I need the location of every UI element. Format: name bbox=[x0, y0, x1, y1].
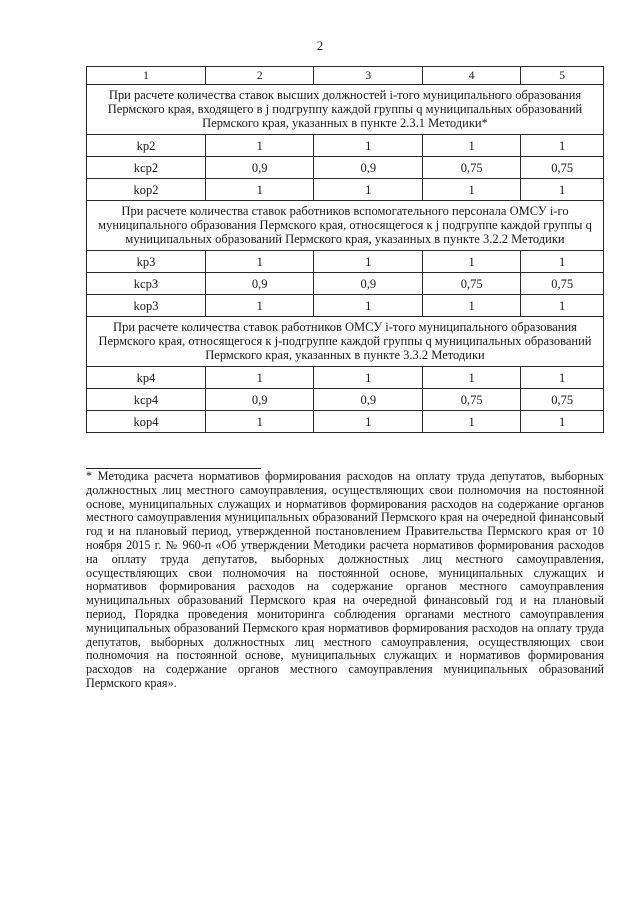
section-row bbox=[87, 85, 604, 135]
table-cell: 1 bbox=[521, 179, 604, 201]
table-row bbox=[87, 135, 604, 157]
row-label: kop4 bbox=[87, 411, 206, 433]
table-row bbox=[87, 367, 604, 389]
table-cell: 1 bbox=[521, 367, 604, 389]
table-cell: 0,9 bbox=[314, 157, 423, 179]
table-row bbox=[87, 251, 604, 273]
table-cell: 1 bbox=[205, 135, 314, 157]
column-number: 4 bbox=[423, 67, 521, 85]
table-cell: 1 bbox=[205, 179, 314, 201]
table-cell: 1 bbox=[521, 411, 604, 433]
table-cell: 1 bbox=[521, 251, 604, 273]
table-cell: 0,75 bbox=[423, 389, 521, 411]
table-row bbox=[87, 389, 604, 411]
coefficients-table bbox=[86, 66, 604, 433]
row-label: kcp4 bbox=[87, 389, 206, 411]
table-cell: 1 bbox=[314, 295, 423, 317]
column-number: 5 bbox=[521, 67, 604, 85]
table-cell: 0,9 bbox=[205, 157, 314, 179]
table-cell: 1 bbox=[205, 411, 314, 433]
table-cell: 1 bbox=[423, 367, 521, 389]
table-cell: 0,75 bbox=[521, 157, 604, 179]
table-row bbox=[87, 295, 604, 317]
row-label: kp2 bbox=[87, 135, 206, 157]
table-cell: 1 bbox=[314, 367, 423, 389]
table-cell: 1 bbox=[314, 135, 423, 157]
row-label: kcp2 bbox=[87, 157, 206, 179]
table-cell: 1 bbox=[423, 135, 521, 157]
table-cell: 0,75 bbox=[521, 389, 604, 411]
row-label: kcp3 bbox=[87, 273, 206, 295]
table-cell: 1 bbox=[423, 295, 521, 317]
table-header-row bbox=[87, 67, 604, 85]
table-row bbox=[87, 157, 604, 179]
table-cell: 0,9 bbox=[205, 389, 314, 411]
row-label: kop2 bbox=[87, 179, 206, 201]
section-row bbox=[87, 317, 604, 367]
table-cell: 1 bbox=[521, 295, 604, 317]
row-label: kp3 bbox=[87, 251, 206, 273]
table-cell: 1 bbox=[314, 411, 423, 433]
column-number: 2 bbox=[205, 67, 314, 85]
column-number: 1 bbox=[87, 67, 206, 85]
table-row bbox=[87, 411, 604, 433]
table-cell: 1 bbox=[205, 295, 314, 317]
table-cell: 1 bbox=[205, 251, 314, 273]
table-cell: 0,9 bbox=[205, 273, 314, 295]
column-number: 3 bbox=[314, 67, 423, 85]
table-cell: 0,75 bbox=[423, 273, 521, 295]
table-cell: 1 bbox=[521, 135, 604, 157]
table-cell: 0,9 bbox=[314, 389, 423, 411]
row-label: kp4 bbox=[87, 367, 206, 389]
row-label: kop3 bbox=[87, 295, 206, 317]
table-cell: 1 bbox=[314, 179, 423, 201]
table-cell: 0,75 bbox=[521, 273, 604, 295]
footnote: * Методика расчета нормативов формирования расходов на оплату труда депутатов, выборных должностных лиц местного самоуправления, осуществляющих свои полномочия на постоянной основе, муниципальных служащих и нормативов формирования расходов на содержание органов местного самоуправления муниципальных образований Пермского края на очередной финансовый год и на плановый период, утвержденной постановлением Правительства Пермского края от 10 ноября 2015 г. № 960-п «Об утверждении Методики расчета нормативов формирования расходов на оплату труда депутатов, выборных должностных лиц местного самоуправления, осуществляющих свои полномочия на постоянной основе, муниципальных служащих и нормативов формирования расходов на содержание органов местного самоуправления муниципальных образований Пермского края на очередной финансовый год и на плановый период, Порядка проведения мониторинга соблюдения органами местного самоуправления муниципальных образований Пермского края нормативов формирования расходов на оплату труда депутатов, выборных должностных лиц местного самоуправления, осуществляющих свои полномочия на постоянной основе, муниципальных служащих и нормативов формирования расходов на содержание органов местного самоуправления муниципальных образований Пермского края». bbox=[86, 469, 604, 690]
table-cell: 0,75 bbox=[423, 157, 521, 179]
table-cell: 1 bbox=[314, 251, 423, 273]
table-cell: 0,9 bbox=[314, 273, 423, 295]
section-title: При расчете количества ставок работников вспомогательного персонала ОМСУ i-го муниципального образования Пермского края, относящегося к j подгруппе каждой группы q муниципальных образований Пермского края, указанных в пункте 3.2.2 Методики bbox=[87, 201, 604, 251]
table-cell: 1 bbox=[423, 179, 521, 201]
table-cell: 1 bbox=[423, 411, 521, 433]
page-number: 2 bbox=[316, 38, 324, 53]
table-cell: 1 bbox=[205, 367, 314, 389]
table-cell: 1 bbox=[423, 251, 521, 273]
table-row bbox=[87, 273, 604, 295]
section-title: При расчете количества ставок высших должностей i-того муниципального образования Пермского края, входящего в j подгруппу каждой группы q муниципальных образований Пермского края, указанных в пункте 2.3.1 Методики* bbox=[87, 85, 604, 135]
section-title: При расчете количества ставок работников ОМСУ i-того муниципального образования Пермского края, относящегося к j-подгруппе каждой группы q муниципальных образований Пермского края, указанных в пункте 3.3.2 Методики bbox=[87, 317, 604, 367]
section-row bbox=[87, 201, 604, 251]
table-row bbox=[87, 179, 604, 201]
